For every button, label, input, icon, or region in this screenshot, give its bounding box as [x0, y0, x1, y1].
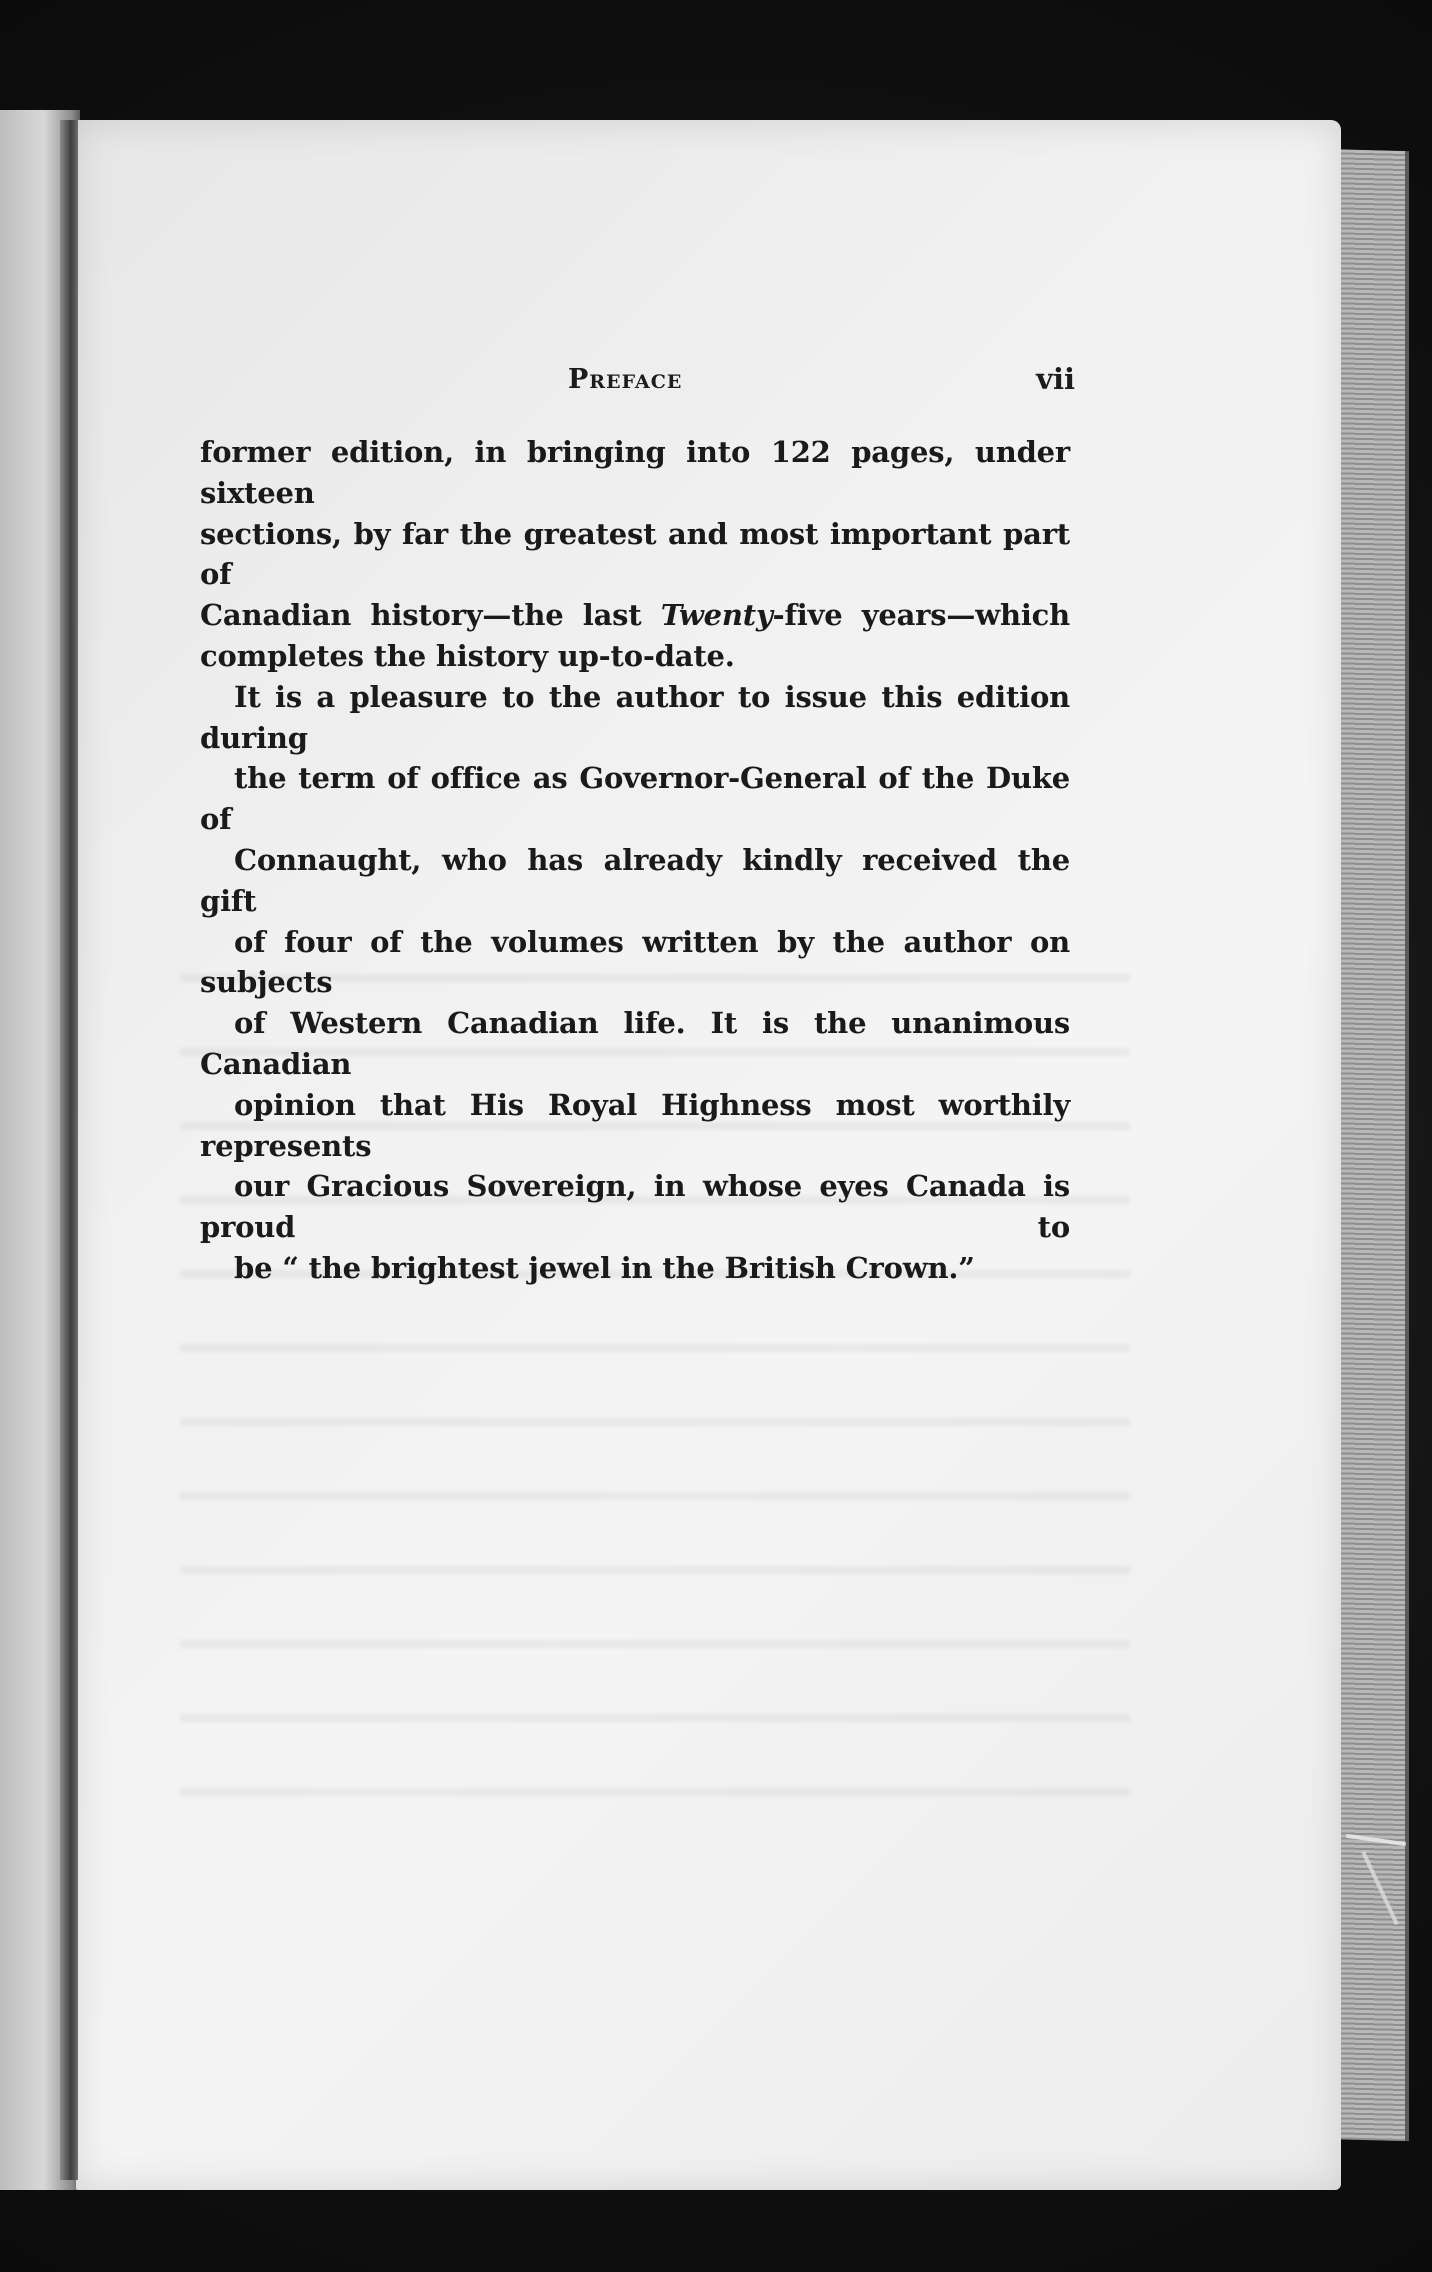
text-line-italic: Canadian history—the last Twenty-five years—which — [200, 598, 1070, 633]
text-line: Connaught, who has already kindly received the gift — [200, 842, 1070, 918]
text-line: It is a pleasure to the author to issue this edition during — [200, 679, 1070, 755]
page-number: vii — [1036, 362, 1075, 396]
text-line: be “ the brightest jewel in the British Crown.” — [234, 1250, 975, 1285]
book-gutter — [60, 120, 78, 2180]
paragraph-1 — [200, 432, 1070, 677]
text-line: of four of the volumes written by the author on subjects — [200, 924, 1070, 1000]
page-header — [200, 364, 1075, 414]
text-line: opinion that His Royal Highness most worthily represents — [200, 1087, 1070, 1163]
text-line: sections, by far the greatest and most important part of — [200, 516, 1070, 592]
text-line: of Western Canadian life. It is the unanimous Canadian — [200, 1006, 1070, 1081]
text-line: former edition, in bringing into 122 pages, under sixteen — [200, 435, 1070, 510]
body-text — [200, 432, 1070, 1289]
text-line: the term of office as Governor-General of the Duke of — [200, 761, 1070, 837]
running-title: Preface — [568, 364, 683, 395]
text-line: completes the history up-to-date. — [200, 638, 735, 673]
italic-word: Twenty — [660, 598, 773, 633]
paragraph-2 — [200, 677, 1070, 1289]
text-line: our Gracious Sovereign, in whose eyes Canada is proud to — [200, 1169, 1070, 1245]
